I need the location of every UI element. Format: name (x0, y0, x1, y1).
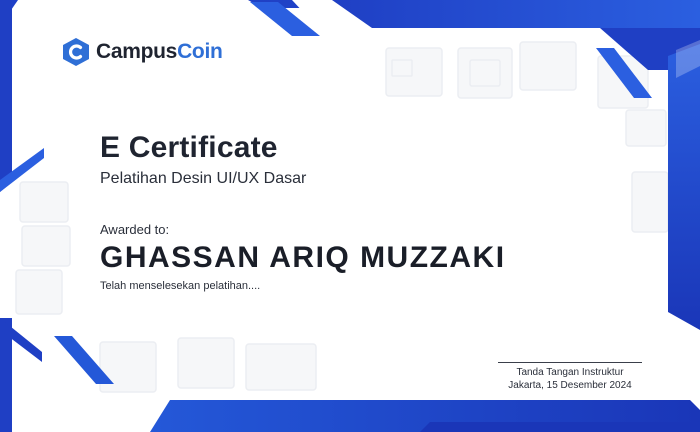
signature-place-date: Jakarta, 15 Desember 2024 (508, 380, 632, 391)
signature-line (498, 362, 642, 363)
awarded-label: Awarded to: (100, 222, 170, 237)
brand-name-part2: Coin (177, 40, 223, 63)
signature-title: Tanda Tangan Instruktur (516, 367, 624, 378)
right-band (668, 44, 700, 330)
completion-description: Telah menselesekan pelatihan.... (100, 280, 261, 292)
brand-name (96, 40, 223, 64)
brand-logo (62, 37, 223, 67)
hexagon-logo-icon (62, 37, 90, 67)
background-wireframes (16, 42, 668, 392)
certificate-title: E Certificate (100, 131, 278, 164)
brand-name-part1: Campus (96, 40, 178, 63)
course-subtitle: Pelatihan Desin UI/UX Dasar (100, 170, 307, 187)
left-top-bar (0, 0, 12, 192)
bottom-band-edge (420, 422, 700, 432)
top-band-main (332, 0, 700, 28)
recipient-name: GHASSAN ARIQ MUZZAKI (100, 241, 506, 274)
